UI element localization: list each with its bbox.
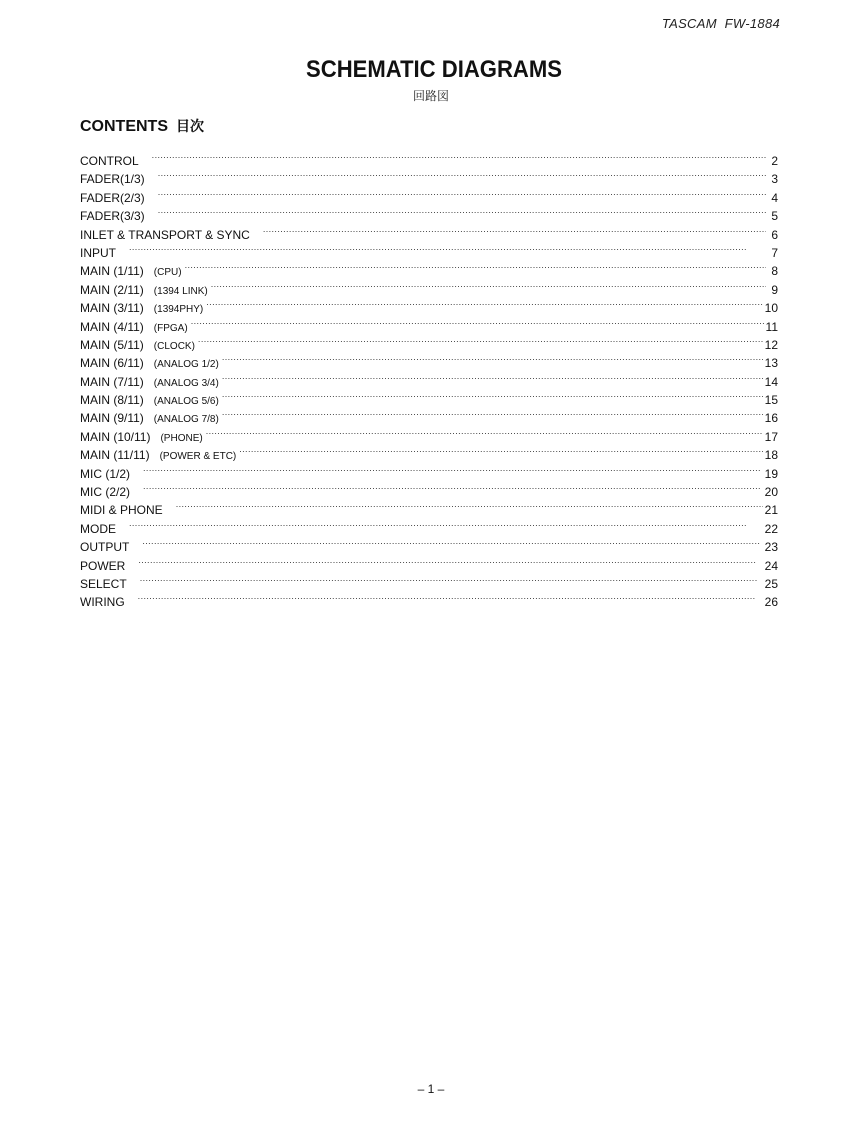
toc-entry-label: POWER xyxy=(80,558,126,573)
toc-entry[interactable] xyxy=(80,298,778,316)
toc-entry[interactable] xyxy=(80,206,778,224)
toc-entry-page: 15 xyxy=(764,393,778,408)
toc-entry-page: 17 xyxy=(764,429,778,444)
dot-leader xyxy=(206,427,763,441)
toc-entry-label: FADER(2/3) xyxy=(80,190,145,205)
toc-entry[interactable] xyxy=(80,500,778,518)
page-number: – 1 – xyxy=(417,1082,445,1096)
toc-entry[interactable] xyxy=(80,482,778,500)
dot-leader xyxy=(158,169,766,183)
toc-entry-page: 5 xyxy=(771,209,778,224)
toc-entry-page: 8 xyxy=(771,264,778,279)
toc-entry[interactable] xyxy=(80,188,778,206)
header-model-name: TASCAM FW-1884 xyxy=(661,16,780,31)
page-title: SCHEMATIC DIAGRAMS xyxy=(306,56,562,83)
toc-entry[interactable] xyxy=(80,556,778,574)
toc-entry-sublabel: (CLOCK) xyxy=(153,340,195,352)
toc-entry-page: 18 xyxy=(764,448,778,463)
toc-entry-label: FADER(3/3) xyxy=(80,209,145,224)
toc-entry[interactable] xyxy=(80,464,778,482)
toc-entry-page: 26 xyxy=(764,595,778,610)
toc-entry-label: MAIN (9/11) xyxy=(80,411,144,426)
toc-entry-label: MAIN (10/11) xyxy=(80,429,151,444)
toc-entry-label: MIC (2/2) xyxy=(80,485,131,500)
toc-entry-label: MAIN (11/11) xyxy=(80,448,150,463)
toc-entry[interactable] xyxy=(80,408,778,426)
dot-leader xyxy=(239,445,762,459)
toc-entry-page: 21 xyxy=(764,503,778,518)
toc-entry-label: MAIN (8/11) xyxy=(80,393,144,408)
toc-entry-page: 24 xyxy=(764,558,778,573)
dot-leader xyxy=(129,519,763,533)
page-subtitle-jp: 回路図 xyxy=(412,89,449,103)
toc-entry-sublabel: (ANALOG 1/2) xyxy=(153,359,219,371)
toc-entry-sublabel: (ANALOG 7/8) xyxy=(153,414,219,426)
toc-entry-page: 25 xyxy=(764,576,778,591)
dot-leader xyxy=(211,280,766,294)
contents-heading xyxy=(80,116,204,136)
toc-entry-page: 22 xyxy=(764,521,778,536)
toc-entry-label: SELECT xyxy=(80,576,127,591)
toc-entry-sublabel: (1394 LINK) xyxy=(153,285,208,297)
toc-entry-label: WIRING xyxy=(80,595,125,610)
toc-entry-label: INPUT xyxy=(80,245,116,260)
toc-entry[interactable] xyxy=(80,445,778,463)
toc-entry[interactable] xyxy=(80,243,778,261)
toc-entry[interactable] xyxy=(80,335,778,353)
toc-entry-page: 20 xyxy=(764,485,778,500)
toc-entry-label: MAIN (2/11) xyxy=(80,282,144,297)
toc-entry-page: 6 xyxy=(771,227,778,242)
toc-entry[interactable] xyxy=(80,225,778,243)
toc-entry-label: MAIN (5/11) xyxy=(80,337,144,352)
toc-entry[interactable] xyxy=(80,317,778,335)
dot-leader xyxy=(222,372,763,386)
toc-entry[interactable] xyxy=(80,353,778,371)
toc-entry-label: CONTROL xyxy=(80,154,139,168)
toc-entry-sublabel: (ANALOG 5/6) xyxy=(153,396,219,408)
toc-entry-page: 23 xyxy=(764,540,778,555)
dot-leader xyxy=(191,317,764,331)
toc-entry-label: MAIN (4/11) xyxy=(80,319,144,334)
dot-leader xyxy=(158,188,766,202)
dot-leader xyxy=(263,225,766,239)
dot-leader xyxy=(222,390,763,404)
toc-entry-page: 12 xyxy=(764,337,778,352)
dot-leader xyxy=(206,298,762,312)
contents-label: CONTENTS xyxy=(80,118,168,135)
toc-entry-page: 7 xyxy=(771,245,778,260)
dot-leader xyxy=(222,408,763,422)
toc-entry[interactable] xyxy=(80,574,778,592)
toc-entry-page: 9 xyxy=(771,282,778,297)
toc-entry-page: 4 xyxy=(771,190,778,205)
dot-leader xyxy=(138,556,762,570)
toc-entry-sublabel: (1394PHY) xyxy=(153,304,204,316)
toc-entry-sublabel: (POWER & ETC) xyxy=(159,451,237,463)
dot-leader xyxy=(129,243,766,257)
toc-entry-page: 10 xyxy=(764,301,778,316)
toc-entry[interactable] xyxy=(80,372,778,390)
toc-entry-page: 16 xyxy=(764,411,778,426)
toc-entry-sublabel: (PHONE) xyxy=(160,432,203,444)
toc-entry-label: INLET & TRANSPORT & SYNC xyxy=(80,227,250,242)
toc-entry-sublabel: (ANALOG 3/4) xyxy=(153,377,219,389)
toc-entry-page: 14 xyxy=(764,374,778,389)
contents-label-jp: 目次 xyxy=(176,118,204,134)
toc-entry-label: FADER(1/3) xyxy=(80,172,145,187)
toc-entry[interactable] xyxy=(80,151,778,169)
dot-leader xyxy=(176,500,763,514)
toc-entry[interactable] xyxy=(80,261,778,279)
dot-leader xyxy=(142,537,762,551)
toc-entry-label: OUTPUT xyxy=(80,540,130,555)
toc-entry[interactable] xyxy=(80,592,778,610)
toc-entry-label: MIC (1/2) xyxy=(80,466,131,481)
dot-leader xyxy=(198,335,763,349)
toc-entry-label: MAIN (1/11) xyxy=(80,264,144,279)
dot-leader xyxy=(143,482,763,496)
dot-leader xyxy=(152,151,766,165)
dot-leader xyxy=(140,574,763,588)
toc-entry[interactable] xyxy=(80,537,778,555)
toc-entry-label: MAIN (6/11) xyxy=(80,356,144,371)
dot-leader xyxy=(185,261,766,275)
toc-entry-label: MAIN (7/11) xyxy=(80,374,144,389)
toc-entry[interactable] xyxy=(80,519,778,537)
toc-entry-page: 19 xyxy=(764,466,778,481)
toc-entry-sublabel: (FPGA) xyxy=(153,322,188,334)
dot-leader xyxy=(138,592,763,606)
toc-entry[interactable] xyxy=(80,390,778,408)
toc-entry[interactable] xyxy=(80,427,778,445)
toc-entry-label: MIDI & PHONE xyxy=(80,503,163,518)
table-of-contents xyxy=(80,151,778,611)
toc-entry[interactable] xyxy=(80,169,778,187)
toc-entry-page: 2 xyxy=(771,154,778,168)
dot-leader xyxy=(143,464,763,478)
toc-entry-page: 11 xyxy=(765,319,778,334)
dot-leader xyxy=(158,206,766,220)
toc-entry-page: 13 xyxy=(764,356,778,371)
dot-leader xyxy=(222,353,763,367)
toc-entry-label: MAIN (3/11) xyxy=(80,301,144,316)
toc-entry-label: MODE xyxy=(80,521,116,536)
toc-entry[interactable] xyxy=(80,280,778,298)
toc-entry-page: 3 xyxy=(771,172,778,187)
toc-entry-sublabel: (CPU) xyxy=(153,267,182,279)
